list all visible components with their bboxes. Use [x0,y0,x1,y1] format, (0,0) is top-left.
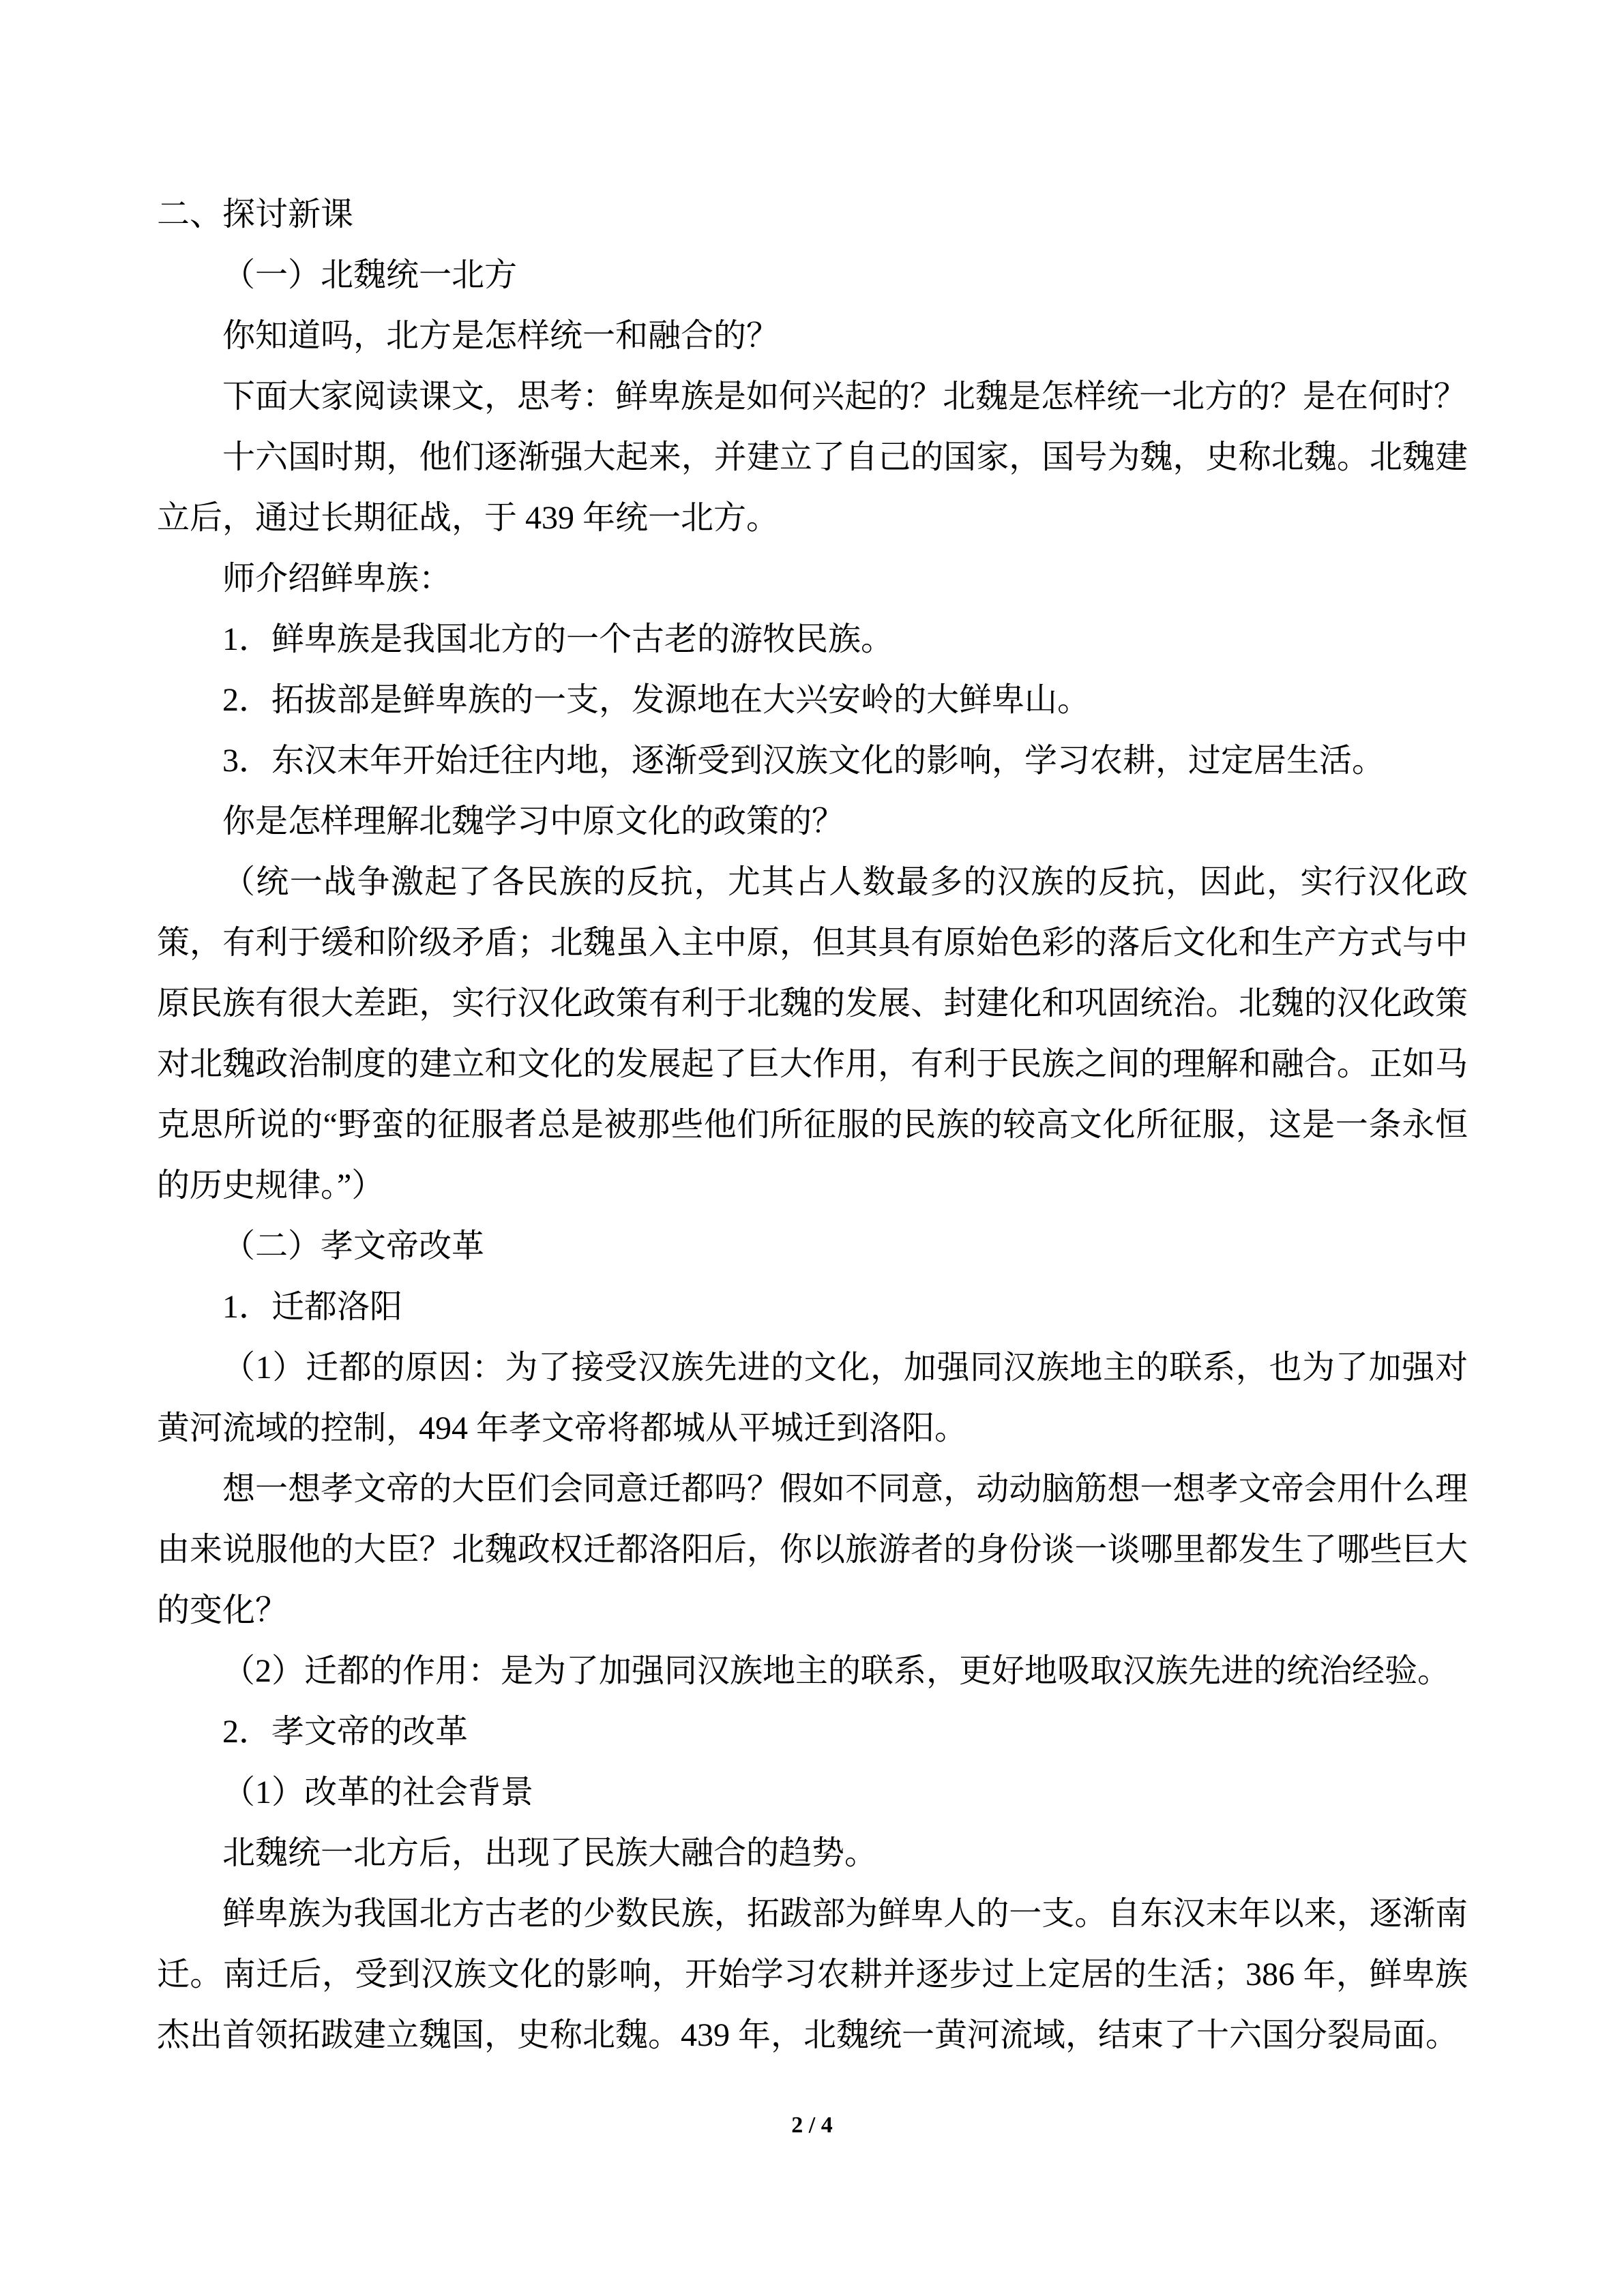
paragraph: 你知道吗，北方是怎样统一和融合的？ [222,318,780,354]
paragraph: （一）北魏统一北方 [222,257,518,293]
paragraph: 1．迁都洛阳 [222,1289,403,1325]
paragraph: 十六国时期，他们逐渐强大起来，并建立了自己的国家，国号为魏，史称北魏。北魏建立后，通过长期征战，于 439 年统一北方。 [157,439,1468,536]
paragraph: （统一战争激起了各民族的反抗，尤其占人数最多的汉族的反抗，因此，实行汉化政策，有利于缓和阶级矛盾；北魏虽入主中原，但其具有原始色彩的落后文化和生产方式与中原民族有很大差距，实行汉化政策有利于北魏的发展、封建化和巩固统治。北魏的汉化政策对北魏政治制度的建立和文化的发展起了巨大作用，有利于民族之间的理解和融合。正如马克思所说的“野蛮的征服者总是被那些他们所征服的民族的较高文化所征服，这是一条永恒的历史规律。”） [157,864,1468,1204]
paragraph: 3．东汉末年开始迁往内地，逐渐受到汉族文化的影响，学习农耕，过定居生活。 [222,743,1385,779]
paragraph: 想一想孝文帝的大臣们会同意迁都吗？假如不同意，动动脑筋想一想孝文帝会用什么理由来说服他的大臣？北魏政权迁都洛阳后，你以旅游者的身份谈一谈哪里都发生了哪些巨大的变化？ [157,1471,1468,1628]
paragraph: （1）迁都的原因：为了接受汉族先进的文化，加强同汉族地主的联系，也为了加强对黄河流域的控制，494 年孝文帝将都城从平城迁到洛阳。 [157,1350,1468,1446]
paragraph: 1．鲜卑族是我国北方的一个古老的游牧民族。 [222,621,894,657]
paragraph: 你是怎样理解北魏学习中原文化的政策的？ [222,803,845,839]
paragraph: （1）改革的社会背景 [222,1774,534,1810]
paragraph: （2）迁都的作用：是为了加强同汉族地主的联系，更好地吸取汉族先进的统治经验。 [222,1653,1451,1689]
paragraph: 北魏统一北方后，出现了民族大融合的趋势。 [222,1835,878,1871]
paragraph: （二）孝文帝改革 [222,1228,485,1264]
paragraph: 2．拓拔部是鲜卑族的一支，发源地在大兴安岭的大鲜卑山。 [222,682,1091,718]
paragraph: 师介绍鲜卑族： [222,561,452,597]
paragraph: 2．孝文帝的改革 [222,1714,469,1750]
section-heading: 二、探讨新课 [157,196,354,233]
paragraph: 鲜卑族为我国北方古老的少数民族，拓跋部为鲜卑人的一支。自东汉末年以来，逐渐南迁。南迁后，受到汉族文化的影响，开始学习农耕并逐步过上定居的生活；386 年，鲜卑族杰出首领拓跋建立魏国，史称北魏。439 年，北魏统一黄河流域，结束了十六国分裂局面。 [157,1896,1468,2053]
document-body [157,184,1468,2066]
page-number: 2 / 4 [791,2113,833,2138]
paragraph: 下面大家阅读课文，思考：鲜卑族是如何兴起的？北魏是怎样统一北方的？是在何时？ [222,378,1467,415]
